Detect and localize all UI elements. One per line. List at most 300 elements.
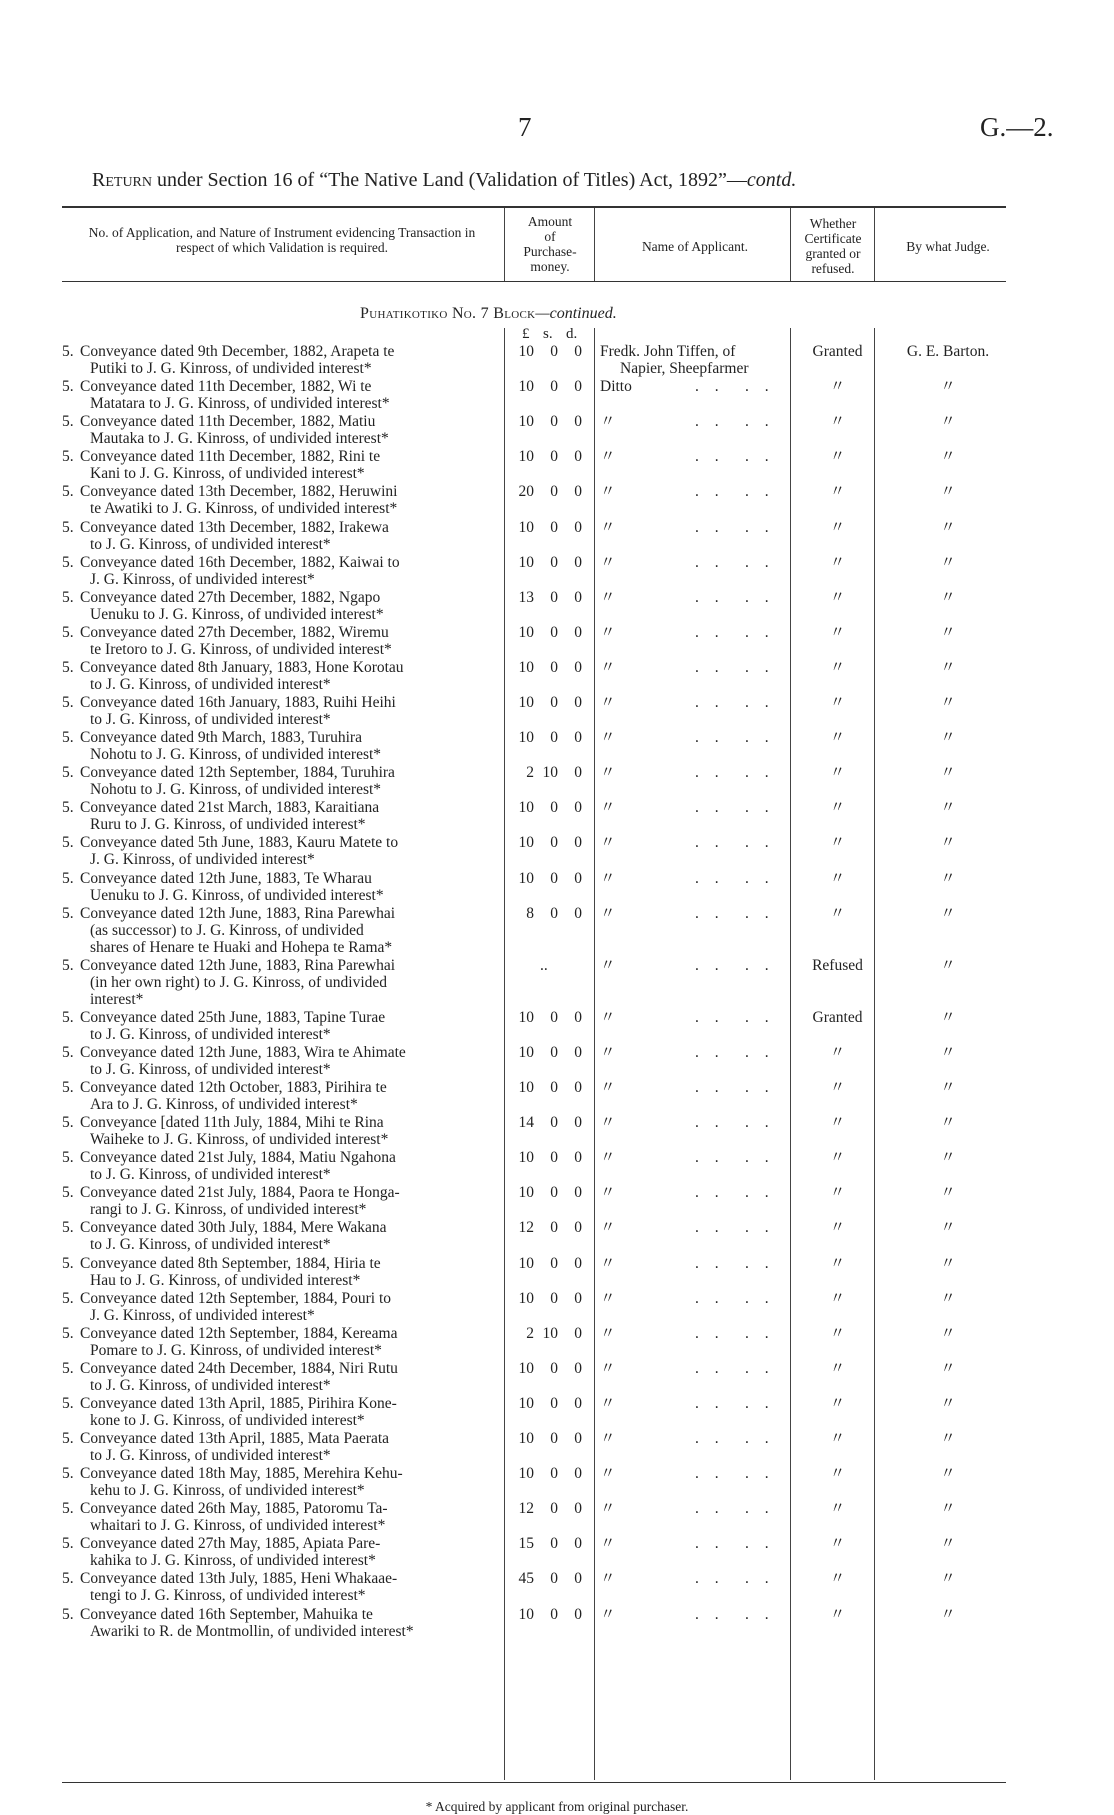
row-number: 5. (62, 1008, 74, 1026)
row-number: 5. (62, 623, 74, 641)
applicant-name: 〃 (600, 1008, 616, 1026)
description-line-2: Uenuku to J. G. Kinross, of undivided interest* (90, 886, 384, 904)
row-judge: 〃 (940, 1114, 956, 1132)
row-judge: 〃 (940, 1184, 956, 1202)
amount-pence: 0 (574, 1254, 582, 1272)
description-line-2: J. G. Kinross, of undivided interest* (90, 851, 315, 869)
table-row (0, 519, 1114, 553)
amount-shillings: 0 (550, 869, 558, 887)
description-line-1: Conveyance dated 9th March, 1883, Turuhira (80, 729, 362, 747)
amount-pence: 0 (574, 1500, 582, 1518)
amount-pounds: 13 (518, 588, 534, 606)
leader-dots: . . (695, 448, 725, 466)
description-line-2: Awariki to R. de Montmollin, of undivided interest* (90, 1622, 414, 1640)
amount-pence: 0 (574, 764, 582, 782)
table-row (0, 554, 1114, 588)
row-certificate: Refused (812, 956, 863, 974)
leader-dots: . . (745, 1605, 775, 1623)
row-number: 5. (62, 1184, 74, 1202)
leader-dots: . . (695, 799, 725, 817)
description-line-2: Nohotu to J. G. Kinross, of undivided interest* (90, 746, 382, 764)
description-line-2: Uenuku to J. G. Kinross, of undivided interest* (90, 605, 384, 623)
leader-dots: . . (695, 483, 725, 501)
applicant-name: 〃 (600, 1359, 616, 1377)
description-line-2: to J. G. Kinross, of undivided interest* (90, 711, 331, 728)
row-description (80, 799, 494, 833)
table-row (0, 624, 1114, 658)
description-line-2: te Awatiki to J. G. Kinross, of undivided interest* (90, 500, 398, 518)
leader-dots: . . (745, 1043, 775, 1061)
row-certificate: 〃 (829, 1500, 846, 1518)
row-description (80, 1149, 494, 1183)
amount-pounds: 15 (518, 1535, 534, 1553)
amount-pounds: 10 (518, 1079, 534, 1096)
leader-dots: . . (745, 1570, 775, 1588)
amount-shillings: 0 (550, 1254, 558, 1272)
amount-shillings: 0 (550, 343, 558, 360)
description-line-1: Conveyance dated 12th June, 1883, Rina Parewhai (80, 904, 396, 922)
amount-pence: 0 (574, 1149, 582, 1167)
applicant-name: 〃 (600, 869, 616, 887)
document-reference: G.—2. (980, 112, 1054, 142)
row-certificate: 〃 (829, 1465, 846, 1483)
leader-dots: . . (745, 729, 775, 747)
row-description (80, 1570, 494, 1604)
row-description (80, 519, 494, 553)
leader-dots: . . (695, 729, 725, 747)
row-judge: 〃 (940, 413, 956, 431)
table-row (0, 764, 1114, 798)
leader-dots: . . (695, 764, 725, 782)
row-applicant (600, 1290, 790, 1307)
amount-shillings: 0 (550, 1500, 558, 1518)
applicant-name: 〃 (600, 729, 616, 747)
applicant-name: 〃 (600, 904, 616, 922)
row-description (80, 1535, 494, 1569)
row-certificate: 〃 (829, 378, 846, 396)
amount-pence: 0 (574, 553, 582, 571)
amount-pounds: 10 (518, 869, 534, 887)
table-row (0, 1219, 1114, 1253)
row-certificate: 〃 (829, 1114, 846, 1132)
title-suffix: contd. (746, 169, 797, 191)
description-line-1: Conveyance dated 13th April, 1885, Mata Paerata (80, 1430, 390, 1447)
row-description (80, 1500, 494, 1534)
leader-dots: . . (745, 1184, 775, 1202)
table-row (0, 834, 1114, 868)
applicant-name: 〃 (600, 483, 616, 501)
amount-pounds: 10 (518, 799, 534, 817)
leader-dots: . . (695, 1184, 725, 1202)
amount-pence: 0 (574, 694, 582, 711)
row-certificate: 〃 (829, 413, 846, 431)
leader-dots: . . (695, 1500, 725, 1518)
amount-pounds: 10 (518, 834, 534, 852)
amount-pence: 0 (574, 378, 582, 396)
row-applicant (600, 1114, 790, 1131)
description-line-3: interest* (90, 990, 144, 1008)
applicant-name: 〃 (600, 1254, 616, 1272)
description-line-1: Conveyance dated 13th December, 1882, Heruwini (80, 483, 398, 501)
description-line-2: Pomare to J. G. Kinross, of undivided interest* (90, 1341, 382, 1359)
row-judge: 〃 (940, 799, 956, 817)
row-certificate: 〃 (829, 1324, 846, 1342)
row-number: 5. (62, 904, 74, 922)
leader-dots: . . (745, 694, 775, 711)
row-applicant (600, 378, 790, 395)
description-line-2: Putiki to J. G. Kinross, of undivided interest* (90, 360, 372, 377)
description-line-2: (in her own right) to J. G. Kinross, of undivided (90, 973, 388, 991)
applicant-name: 〃 (600, 1465, 616, 1483)
table-row (0, 799, 1114, 833)
row-applicant (600, 483, 790, 500)
amount-shillings: 0 (550, 1184, 558, 1202)
table-row (0, 378, 1114, 412)
row-certificate: 〃 (829, 1394, 846, 1412)
row-description (80, 957, 494, 1008)
row-applicant (600, 1149, 790, 1166)
amount-shillings: 0 (550, 1605, 558, 1623)
row-applicant (600, 1395, 790, 1412)
amount-pence: 0 (574, 413, 582, 431)
row-certificate: 〃 (829, 1219, 846, 1237)
leader-dots: . . (695, 956, 725, 974)
leader-dots: . . (745, 658, 775, 676)
row-description (80, 870, 494, 904)
leader-dots: . . (695, 1043, 725, 1061)
row-number: 5. (62, 343, 74, 360)
row-description (80, 483, 494, 517)
leader-dots: . . (745, 1008, 775, 1026)
amount-pounds: 10 (518, 1359, 534, 1377)
table-row (0, 1290, 1114, 1324)
amount-pence: 0 (574, 1605, 582, 1623)
applicant-name: 〃 (600, 623, 616, 641)
row-number: 5. (62, 694, 74, 711)
table-row (0, 1325, 1114, 1359)
row-number: 5. (62, 764, 74, 782)
description-line-1: Conveyance dated 12th October, 1883, Pirihira te (80, 1079, 387, 1096)
title-main: under Section 16 of “The Native Land (Validation of Titles) Act, 1892”— (157, 169, 747, 191)
table-row (0, 1079, 1114, 1113)
leader-dots: . . (695, 1535, 725, 1553)
row-judge: 〃 (940, 1500, 956, 1518)
description-line-1: Conveyance dated 11th December, 1882, Rini te (80, 448, 381, 466)
row-number: 5. (62, 1043, 74, 1061)
applicant-name: 〃 (600, 588, 616, 606)
leader-dots: . . (745, 1219, 775, 1237)
row-number: 5. (62, 1465, 74, 1483)
amount-pounds: 8 (526, 904, 534, 922)
amount-shillings: 0 (550, 518, 558, 536)
table-row (0, 1570, 1114, 1604)
row-judge: 〃 (940, 764, 956, 782)
table-row (0, 589, 1114, 623)
table-row (0, 1465, 1114, 1499)
applicant-name: 〃 (600, 1219, 616, 1237)
description-line-1: Conveyance dated 8th September, 1884, Hiria te (80, 1254, 381, 1272)
amount-pounds: 10 (518, 729, 534, 747)
leader-dots: . . (745, 448, 775, 466)
row-description (80, 1184, 494, 1218)
amount-pounds: 12 (518, 1219, 534, 1237)
row-certificate: 〃 (829, 483, 846, 501)
amount-pounds: 10 (518, 1184, 534, 1202)
row-judge: 〃 (940, 1570, 956, 1588)
amount-shillings: 0 (550, 1465, 558, 1483)
row-judge: 〃 (940, 1254, 956, 1272)
row-applicant (600, 1325, 790, 1342)
leader-dots: . . (695, 553, 725, 571)
row-description (80, 659, 494, 693)
row-description (80, 343, 494, 377)
description-line-1: Conveyance dated 13th December, 1882, Irakewa (80, 518, 389, 536)
description-line-1: Conveyance dated 16th September, Mahuika te (80, 1605, 373, 1623)
description-line-1: Conveyance dated 21st July, 1884, Paora te Honga- (80, 1184, 400, 1202)
description-line-1: Conveyance dated 12th September, 1884, Turuhira (80, 764, 395, 782)
row-certificate: 〃 (829, 1570, 846, 1588)
leader-dots: . . (745, 1289, 775, 1307)
row-number: 5. (62, 1535, 74, 1553)
amount-pounds: 10 (518, 1605, 534, 1623)
amount-shillings: 0 (550, 799, 558, 817)
leader-dots: . . (745, 799, 775, 817)
row-number: 5. (62, 1394, 74, 1412)
applicant-name: 〃 (600, 1570, 616, 1588)
amount-pence: 0 (574, 1359, 582, 1377)
row-applicant (600, 957, 790, 974)
row-applicant (600, 1570, 790, 1587)
column-header-certificate: Whether Certificate granted or refused. (804, 216, 862, 276)
leader-dots: . . (695, 1605, 725, 1623)
row-judge: 〃 (940, 1324, 956, 1342)
table-row (0, 1535, 1114, 1569)
section-suffix: —continued. (535, 305, 617, 322)
leader-dots: . . (745, 1359, 775, 1377)
amount-pence: 0 (574, 483, 582, 501)
row-applicant (600, 1044, 790, 1061)
row-certificate: 〃 (829, 834, 846, 852)
amount-pence: 0 (574, 1114, 582, 1132)
row-number: 5. (62, 1289, 74, 1307)
applicant-name: 〃 (600, 799, 616, 817)
applicant-name: 〃 (600, 658, 616, 676)
row-certificate: 〃 (829, 1430, 846, 1447)
section-name: Puhatikotiko No. 7 Block (360, 305, 536, 322)
description-line-2: J. G. Kinross, of undivided interest* (90, 1306, 315, 1324)
description-line-1: Conveyance dated 27th May, 1885, Apiata Pare- (80, 1535, 381, 1553)
amount-pence: 0 (574, 1535, 582, 1553)
row-applicant (600, 1184, 790, 1201)
amount-pounds: 10 (518, 694, 534, 711)
row-number: 5. (62, 729, 74, 747)
amount-shillings: 0 (550, 1289, 558, 1307)
row-description (80, 834, 494, 868)
applicant-name: 〃 (600, 1500, 616, 1518)
amount-pounds: 10 (518, 343, 534, 360)
leader-dots: . . (695, 1114, 725, 1132)
amount-pounds: 10 (518, 1289, 534, 1307)
amount-shillings: 0 (550, 1219, 558, 1237)
row-applicant (600, 624, 790, 641)
row-number: 5. (62, 799, 74, 817)
amount-pounds: 14 (518, 1114, 534, 1132)
row-number: 5. (62, 869, 74, 887)
row-certificate: Granted (812, 343, 863, 360)
description-line-1: Conveyance dated 9th December, 1882, Arapeta te (80, 343, 395, 360)
row-judge: 〃 (940, 1149, 956, 1167)
leader-dots: . . (745, 483, 775, 501)
leader-dots: . . (745, 1114, 775, 1132)
amount-note: .. (540, 956, 548, 974)
row-number: 5. (62, 834, 74, 852)
row-applicant (600, 694, 790, 711)
row-number: 5. (62, 1219, 74, 1237)
row-certificate: 〃 (829, 904, 846, 922)
row-certificate: 〃 (829, 588, 846, 606)
row-certificate: 〃 (829, 1043, 846, 1061)
row-certificate: 〃 (829, 448, 846, 466)
row-applicant (600, 1360, 790, 1377)
row-description (80, 1290, 494, 1324)
leader-dots: . . (745, 1254, 775, 1272)
applicant-name: 〃 (600, 553, 616, 571)
row-applicant (600, 729, 790, 746)
row-judge: 〃 (940, 1289, 956, 1307)
leader-dots: . . (745, 1079, 775, 1096)
description-line-1: Conveyance dated 21st March, 1883, Karaitiana (80, 799, 380, 817)
amount-pounds: 10 (518, 623, 534, 641)
table-row (0, 1500, 1114, 1534)
leader-dots: . . (745, 956, 775, 974)
row-judge: 〃 (940, 658, 956, 676)
row-applicant (600, 659, 790, 676)
description-line-2: Ruru to J. G. Kinross, of undivided interest* (90, 816, 366, 834)
description-line-1: Conveyance dated 27th December, 1882, Ngapo (80, 588, 381, 606)
row-applicant (600, 1219, 790, 1236)
description-line-2: to J. G. Kinross, of undivided interest* (90, 675, 331, 693)
row-number: 5. (62, 553, 74, 571)
row-applicant (600, 905, 790, 922)
row-number: 5. (62, 378, 74, 396)
column-header-judge: By what Judge. (906, 239, 990, 254)
row-judge: 〃 (940, 1043, 956, 1061)
amount-shillings: 0 (550, 1043, 558, 1061)
row-judge: 〃 (940, 1605, 956, 1623)
leader-dots: . . (695, 1465, 725, 1483)
description-line-1: Conveyance dated 16th December, 1882, Kaiwai to (80, 553, 400, 571)
table-row (0, 343, 1114, 377)
row-number: 5. (62, 1430, 74, 1447)
amount-shillings: 0 (550, 834, 558, 852)
leader-dots: . . (695, 518, 725, 536)
amount-pence: 0 (574, 1079, 582, 1096)
amount-pounds: 20 (518, 483, 534, 501)
row-number: 5. (62, 448, 74, 466)
amount-pounds: 2 (526, 764, 534, 782)
amount-shillings: 0 (550, 623, 558, 641)
row-applicant (600, 1255, 790, 1272)
row-number: 5. (62, 588, 74, 606)
row-description (80, 554, 494, 588)
description-line-2: to J. G. Kinross, of undivided interest* (90, 1376, 331, 1394)
leader-dots: . . (695, 1570, 725, 1588)
leader-dots: . . (745, 1500, 775, 1518)
leader-dots: . . (695, 1254, 725, 1272)
applicant-name: 〃 (600, 1149, 616, 1167)
row-applicant (600, 554, 790, 571)
row-certificate: 〃 (829, 1079, 846, 1096)
amount-pence: 0 (574, 588, 582, 606)
table-row (0, 1360, 1114, 1394)
description-line-1: Conveyance dated 12th September, 1884, Kereama (80, 1324, 398, 1342)
leader-dots: . . (695, 588, 725, 606)
applicant-name: 〃 (600, 1324, 616, 1342)
table-row (0, 1606, 1114, 1640)
row-applicant (600, 1606, 790, 1623)
row-certificate: 〃 (829, 1254, 846, 1272)
applicant-name: 〃 (600, 1394, 616, 1412)
row-judge: 〃 (940, 869, 956, 887)
row-judge: 〃 (940, 694, 956, 711)
applicant-name: 〃 (600, 1289, 616, 1307)
row-applicant (600, 1465, 790, 1482)
row-description (80, 378, 494, 412)
row-description (80, 413, 494, 447)
leader-dots: . . (745, 623, 775, 641)
table-row (0, 694, 1114, 728)
applicant-name: 〃 (600, 1043, 616, 1061)
row-number: 5. (62, 1114, 74, 1132)
amount-pounds: 10 (518, 1254, 534, 1272)
table-row (0, 659, 1114, 693)
description-line-1: Conveyance dated 11th December, 1882, Matiu (80, 413, 376, 431)
leader-dots: . . (695, 1430, 725, 1447)
applicant-name: 〃 (600, 1605, 616, 1623)
applicant-name: 〃 (600, 956, 616, 974)
row-number: 5. (62, 1254, 74, 1272)
row-certificate: 〃 (829, 1605, 846, 1623)
row-description (80, 1465, 494, 1499)
row-applicant (600, 1009, 790, 1026)
applicant-name: 〃 (600, 1184, 616, 1202)
row-description (80, 1114, 494, 1148)
table-row (0, 870, 1114, 904)
amount-shillings: 0 (550, 1430, 558, 1447)
description-line-1: Conveyance dated 12th June, 1883, Rina Parewhai (80, 956, 396, 974)
amount-pence: 0 (574, 799, 582, 817)
description-line-2: te Iretoro to J. G. Kinross, of undivided interest* (90, 640, 392, 658)
row-applicant (600, 413, 790, 430)
row-number: 5. (62, 1605, 74, 1623)
leader-dots: . . (745, 764, 775, 782)
table-row (0, 1395, 1114, 1429)
amount-shillings: 0 (550, 378, 558, 396)
amount-shillings: 0 (550, 1359, 558, 1377)
row-certificate: 〃 (829, 1149, 846, 1167)
row-judge: 〃 (940, 378, 956, 396)
leader-dots: . . (695, 1289, 725, 1307)
description-line-1: Conveyance dated 27th December, 1882, Wiremu (80, 623, 389, 641)
row-certificate: 〃 (829, 764, 846, 782)
amount-pounds: 10 (518, 1465, 534, 1483)
description-line-2: to J. G. Kinross, of undivided interest* (90, 535, 331, 553)
amount-pounds: 10 (518, 1149, 534, 1167)
leader-dots: . . (745, 378, 775, 396)
row-applicant (600, 1430, 790, 1447)
row-description (80, 448, 494, 482)
leader-dots: . . (695, 694, 725, 711)
